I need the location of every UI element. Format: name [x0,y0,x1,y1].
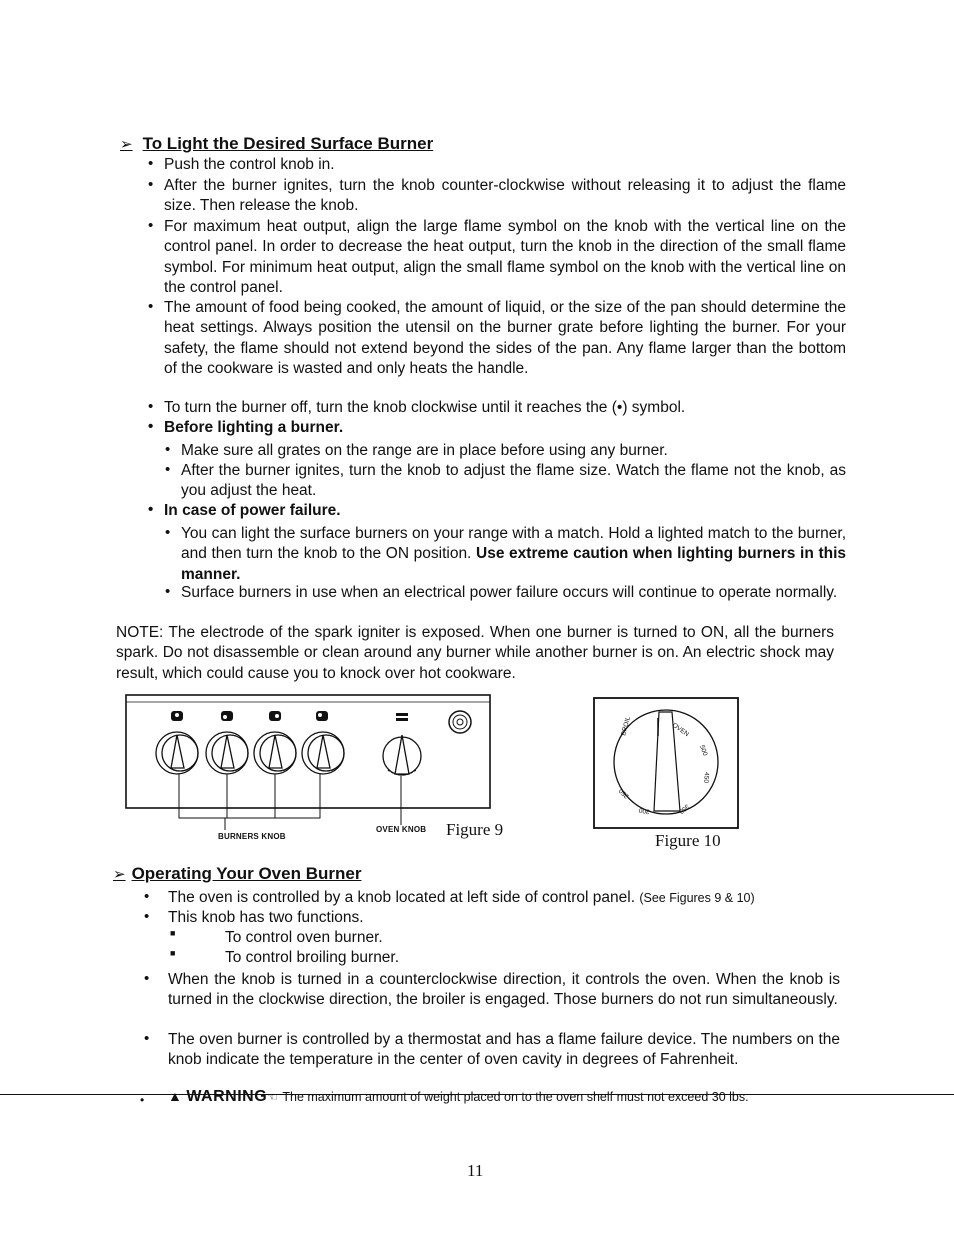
square-bullet-icon: ■ [170,948,176,958]
leader-lines [179,774,401,830]
bullet-dot-icon: • [148,398,154,415]
warning-triangle-icon: ▲ [168,1088,182,1104]
list-item: The oven is controlled by a knob located at left side of control panel. (See Figures 9 & 10) [168,889,755,906]
bullet-dot-icon: • [144,1030,150,1047]
note-paragraph: NOTE: The electrode of the spark igniter is exposed. When one burner is turned to ON, all the burners spark. Do not disassemble or clean around any burner while another burner is on. An electric shock may result, which could cause you to knock over hot cookware. [116,624,834,682]
figure-9-caption: Figure 9 [446,820,504,839]
list-item: You can light the surface burners on your range with a match. Hold a lighted match to the burner, and then turn the knob to the ON position. Use extreme caution when lighting burners in this manner. [181,525,846,583]
svg-text:350: 350 [677,802,691,815]
bullet-dot-icon: • [148,298,154,315]
page-number: 11 [467,1161,484,1180]
figure-10-oven-dial [592,696,742,832]
list-item: When the knob is turned in a counterclockwise direction, it controls the oven. When the knob is turned in the clockwise direction, the broiler is engaged. Those burners do not run simultaneously. [168,971,840,1009]
oven-knob [383,735,421,775]
list-item: The oven burner is controlled by a thermostat and has a flame failure device. The numbers on the knob indicate the temperature in the center of oven cavity in degrees of Fahrenheit. [168,1031,840,1069]
list-item: This knob has two functions. [168,909,364,926]
figure-9-control-panel [120,690,520,840]
subheading-power-failure: In case of power failure. [164,502,341,519]
list-item: The amount of food being cooked, the amount of liquid, or the size of the pan should determine the heat settings. Always position the utensil on the burner grate before lighting the burner. For your safety, the flame should not extend beyond the sides of the pan. Any flame larger than the bottom of the cookware is wasted and only heats the handle. [164,299,846,377]
bullet-dot-icon: • [140,1093,145,1107]
bullet-dot-icon: • [165,524,171,541]
burner-knobs [156,732,344,774]
subheading-before-lighting: Before lighting a burner. [164,419,344,436]
svg-text:500: 500 [698,744,709,757]
bullet-dot-icon: • [144,908,150,925]
svg-text:300: 300 [638,806,651,815]
list-item: To control broiling burner. [225,949,400,966]
arrow-bullet-icon: ➢ [113,866,126,883]
bullet-dot-icon: • [144,888,150,905]
list-item: After the burner ignites, turn the knob counter-clockwise without releasing it to adjust the flame size. Then release the knob. [164,177,846,215]
figure-10-frame [594,698,738,828]
burners-knob-label: BURNERS KNOB [218,832,286,841]
bullet-dot-icon: • [165,441,171,458]
warning-hand-icon: ☜ [267,1090,278,1104]
list-item: Surface burners in use when an electrical power failure occurs will continue to operate normally. [181,584,838,601]
oven-knob-label: OVEN KNOB [376,825,427,834]
bullet-dot-icon: • [148,501,154,518]
burner-symbol-icons [171,711,408,721]
svg-text:OVEN: OVEN [670,721,690,739]
burner-symbol-marks [175,713,322,719]
warning-line: ▲ WARNING☜ The maximum amount of weight placed on to the oven shelf must not exceed 30 lbs. [168,1088,749,1105]
list-item: To turn the burner off, turn the knob clockwise until it reaches the (•) symbol. [164,399,686,416]
bullet-dot-icon: • [144,970,150,987]
bullet-dot-icon: • [148,418,154,435]
list-item: For maximum heat output, align the large flame symbol on the knob with the vertical line on the control panel. In order to decrease the heat output, turn the knob in the direction of the small flame symbol. For minimum heat output, align the small flame symbol on the knob with the vertical line on the control panel. [164,218,846,296]
bullet-dot-icon: • [148,155,154,172]
arrow-bullet-icon: ➢ [120,136,133,153]
list-item: After the burner ignites, turn the knob to adjust the flame size. Watch the flame not the knob, as you adjust the heat. [181,462,846,500]
square-bullet-icon: ■ [170,928,176,938]
bullet-dot-icon: • [148,176,154,193]
svg-text:BROIL: BROIL [620,715,632,737]
section-title-surface-burner: ➢ To Light the Desired Surface Burner [120,134,434,153]
list-item: Make sure all grates on the range are in place before using any burner. [181,442,668,459]
bullet-dot-icon: • [165,461,171,478]
figure-10-caption: Figure 10 [655,831,721,850]
list-item: Push the control knob in. [164,156,335,173]
section-title-oven-burner: ➢ Operating Your Oven Burner [113,864,362,883]
list-item: To control oven burner. [225,929,383,946]
bullet-dot-icon: • [148,217,154,234]
oven-light-icon [449,711,471,733]
svg-text:450: 450 [702,771,710,784]
svg-text:250: 250 [617,786,631,800]
bullet-dot-icon: • [165,583,171,600]
